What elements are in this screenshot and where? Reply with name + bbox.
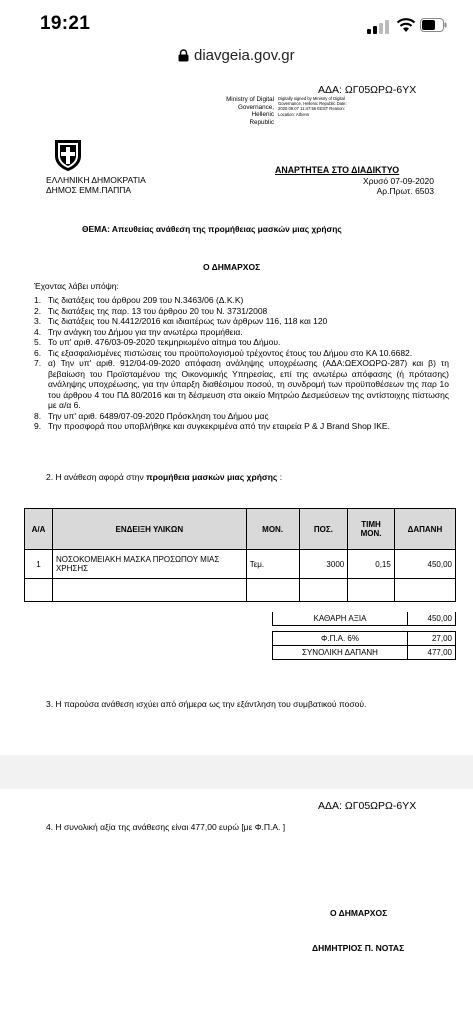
url-text: diavgeia.gov.gr: [194, 47, 295, 64]
page-separator: [0, 755, 473, 789]
signature-details: Digitally signed by Ministry of Digital Governance, Hellenic Republic Date: 2020.09.07 11:47:56 EEST Reason: Location: Athens: [278, 96, 347, 117]
cellular-signal-icon: [367, 20, 393, 34]
greek-coat-of-arms-icon: [52, 138, 84, 172]
col-header-description: ΕΝΔΕΙΞΗ ΥΛΙΚΩΝ: [52, 509, 246, 550]
posting-label: ΑΝΑΡΤΗΤΕΑ ΣΤΟ ΔΙΑΔΙΚΤΥΟ: [275, 165, 400, 175]
digital-signature-block: [226, 96, 356, 126]
signature-org: Ministry of Digital Governance, Hellenic Republic: [226, 96, 274, 126]
list-item: Τις διατάξεις του άρθρου 209 του Ν.3463/06 (Δ.Κ.Κ): [48, 295, 244, 305]
total-vat-row: Φ.Π.Α. 6% 27,00: [273, 632, 456, 646]
clock: 19:21: [40, 13, 91, 34]
total-net-row: ΚΑΘΑΡΗ ΑΞΙΑ 450,00: [273, 612, 456, 626]
issuer-country: ΕΛΛΗΝΙΚΗ ΔΗΜΟΚΡΑΤΙΑ: [46, 175, 146, 185]
col-header-cost: ΔΑΠΑΝΗ: [394, 509, 455, 550]
having-regard-text: Έχοντας λάβει υπόψη:: [34, 281, 119, 291]
list-item: α) Την υπ' αριθ. 912/04-09-2020 απόφαση ανάληψης υποχρέωσης (ΑΔΑ:ΩΕΧΟΩΡΩ-287) και β) τη βεβαίωση του Προϊσταμένου της Οικονομικής Υπηρεσίας, επί της ανωτέρω απόφασης (ή πρότασης) ανάληψης υποχρέωσης, για την ύπαρξη διαθέσιμου ποσού, τη συνδρομή των προϋποθέσεων της παρ 1ο του άρθρου 4 του ΠΔ 80/2016 και τη δέσμευση στα οικείο Μητρώο Δεσμεύσεων της αντίστοιχης πίστωσης με α/α 6.: [48, 358, 449, 410]
status-bar: [0, 0, 473, 46]
paragraph-4: 4. Η συνολική αξία της ανάθεσης είναι 477,00 ευρώ [με Φ.Π.Α. ]: [46, 822, 286, 832]
paragraph-2: 2. Η ανάθεση αφορά στην προμήθεια μασκών μιας χρήσης :: [46, 472, 283, 482]
considerations-list: 1. Τις διατάξεις του άρθρου 209 του Ν.3463/06 (Δ.Κ.Κ) 2. Τις διατάξεις της παρ. 13 του άρθρου 20 του Ν. 3731/2008 3. Τις διατάξεις του Ν.4412/2016 και ιδιαιτέρως των άρθρων 116, 118 και 120 4. Την ανάγκη του Δήμου για την ανωτέρω προμήθεια. 5. Το υπ' αριθ. 476/03-09-2020 τεκμηριωμένο αίτημα του Δήμου. 6. Τις εξασφαλισμένες πιστώσεις του προϋπολογισμού τρέχοντος έτους του Δήμου στο ΚΑ 10.6682. 7. α) Την υπ' αριθ. 912/04-09-2020 απόφαση ανάληψης υποχρέωσης (ΑΔΑ:ΩΕΧΟΩΡΩ-287) και β) τη βεβαίωση του Προϊσταμένου της Οικονομικής Υπηρεσίας, επί της ανωτέρω απόφασης (ή πρότασης) ανάληψης υποχρέωσης, για την ύπαρξη διαθέσιμου ποσού, τη συνδρομή των προϋποθέσεων της παρ 1ο του άρθρου 4 του ΠΔ 80/2016 και τη δέσμευση στα οικείο Μητρώο Δεσμεύσεων της αντίστοιχης πίστωσης με α/α 6. 8. Την υπ' αριθ. 6489/07-09-2020 Πρόσκληση του Δήμου μας 9. Την προσφορά που υποβλήθηκε και συγκεκριμένα από την εταιρεία P & J Brand Shop ΙΚΕ.: [34, 295, 449, 431]
table-header-row: [25, 509, 456, 550]
paragraph-3: 3. Η παρούσα ανάθεση ισχύει από σήμερα ως την εξάντληση του συμβατικού ποσού.: [46, 699, 367, 709]
total-overall-row: ΣΥΝΟΛΙΚΗ ΔΑΠΑΝΗ 477,00: [273, 646, 456, 660]
ada-code: ΑΔΑ: ΩΓ05ΩΡΩ-6ΥΧ: [318, 84, 417, 96]
document-date: Χρυσό 07-09-2020: [363, 176, 434, 186]
subject-line: ΘΕΜΑ: Απευθείας ανάθεση της προμήθειας μασκών μιας χρήσης: [82, 224, 342, 234]
ada-code-page2: ΑΔΑ: ΩΓ05ΩΡΩ-6ΥΧ: [318, 800, 417, 812]
list-item: Το υπ' αριθ. 476/03-09-2020 τεκμηριωμένο αίτημα του Δήμου.: [48, 337, 281, 347]
list-item: Τις εξασφαλισμένες πιστώσεις του προϋπολογισμού τρέχοντος έτους του Δήμου στο ΚΑ 10.6682.: [48, 347, 413, 358]
table-row: 1 ΝΟΣΟΚΟΜΕΙΑΚΗ ΜΑΣΚΑ ΠΡΟΣΩΠΟΥ ΜΙΑΣ ΧΡΗΣΗΣ Τεμ. 3000 0,15 450,00: [25, 550, 456, 579]
battery-icon: [420, 18, 447, 32]
list-item: Τις διατάξεις της παρ. 13 του άρθρου 20 του Ν. 3731/2008: [48, 305, 268, 316]
list-item: Την προσφορά που υποβλήθηκε και συγκεκριμένα από την εταιρεία P & J Brand Shop ΙΚΕ.: [48, 421, 390, 431]
address-bar[interactable]: [0, 44, 473, 70]
list-item: Την ανάγκη του Δήμου για την ανωτέρω προμήθεια.: [48, 326, 243, 337]
col-header-aa: Α/Α: [25, 509, 53, 550]
list-item: Την υπ' αριθ. 6489/07-09-2020 Πρόσκληση του Δήμου μας: [48, 410, 269, 421]
list-item: Τις διατάξεις του Ν.4412/2016 και ιδιαιτέρως των άρθρων 116, 118 και 120: [48, 316, 328, 326]
signatory-title: Ο ΔΗΜΑΡΧΟΣ: [330, 908, 388, 918]
col-header-quantity: ΠΟΣ.: [299, 509, 348, 550]
col-header-unit: ΜΟΝ.: [246, 509, 299, 550]
signatory-name: ΔΗΜΗΤΡΙΟΣ Π. ΝΟΤΑΣ: [312, 943, 405, 953]
col-header-unit-price: ΤΙΜΗ ΜΟΝ.: [348, 509, 395, 550]
mayor-heading: Ο ΔΗΜΑΡΧΟΣ: [203, 262, 261, 272]
items-table: [24, 508, 456, 602]
totals-table: [272, 612, 456, 660]
wifi-icon: [396, 17, 416, 33]
issuer-municipality: ΔΗΜΟΣ ΕΜΜ.ΠΑΠΠΑ: [46, 185, 132, 195]
protocol-number: Αρ.Πρωτ. 6503: [376, 186, 434, 196]
table-row: [25, 579, 456, 602]
lock-icon: [178, 49, 189, 62]
